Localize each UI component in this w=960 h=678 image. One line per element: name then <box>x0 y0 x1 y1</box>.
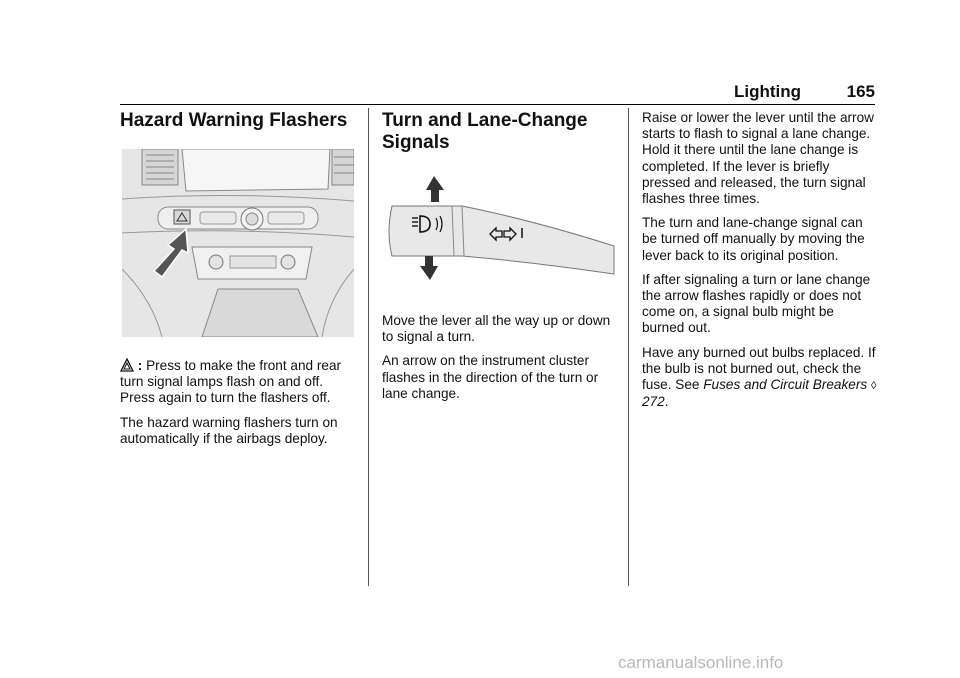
fuses-reference-page[interactable]: 272 <box>642 394 665 410</box>
lane-paragraph-1: Raise or lower the lever until the arrow starts to flash to signal a lane change. Hold it there until the lane change is completed. If the lever is briefly pressed and released, the turn signal flashes three times. <box>642 110 874 207</box>
lane-paragraph-4 <box>642 345 878 411</box>
section-heading-turn-line1: Turn and Lane-Change <box>382 110 588 131</box>
hazard-colon: : <box>134 358 143 373</box>
page-reference-icon: ◊ <box>870 380 877 393</box>
column-hazard-text <box>120 358 356 455</box>
lane-paragraph-2: The turn and lane-change signal can be turned off manually by moving the lever back to its original position. <box>642 215 865 263</box>
turn-signal-lever-illustration <box>382 170 616 280</box>
header-section-title: Lighting <box>733 82 801 101</box>
lane-p4-text: Have any burned out bulbs replaced. If the bulb is not burned out, check the fuse. See <box>642 344 876 393</box>
turn-paragraph-1: Move the lever all the way up or down to signal a turn. <box>382 313 611 345</box>
hazard-paragraph-2: The hazard warning flashers turn on automatically if the airbags deploy. <box>120 414 338 446</box>
turn-paragraph-2: An arrow on the instrument cluster flashes in the direction of the turn or lane change. <box>382 353 599 401</box>
page-number: 165 <box>846 82 875 101</box>
column-turn-signal-text <box>382 313 618 410</box>
column-divider-2 <box>628 108 629 586</box>
column-turn-signal-heading <box>382 110 618 154</box>
lane-p4-end: . <box>664 394 669 410</box>
hazard-button-illustration <box>122 149 354 337</box>
hazard-triangle-icon <box>120 358 134 372</box>
fuses-reference-link[interactable]: Fuses and Circuit Breakers <box>703 377 868 393</box>
hazard-paragraph-1 <box>120 358 356 407</box>
column-lane-change <box>642 110 878 418</box>
hazard-instruction-text: Press to make the front and rear turn signal lamps flash on and off. Press again to turn the flashers off. <box>120 358 342 406</box>
column-hazard <box>120 110 356 132</box>
lane-paragraph-3: If after signaling a turn or lane change the arrow flashes rapidly or does not come on, a signal bulb might be burned out. <box>642 271 871 336</box>
watermark: carmanualsonline.info <box>618 653 784 672</box>
section-heading-turn-line2: Signals <box>382 132 450 153</box>
column-divider-1 <box>368 108 369 586</box>
running-header <box>120 80 875 105</box>
section-heading-hazard: Hazard Warning Flashers <box>120 110 348 131</box>
